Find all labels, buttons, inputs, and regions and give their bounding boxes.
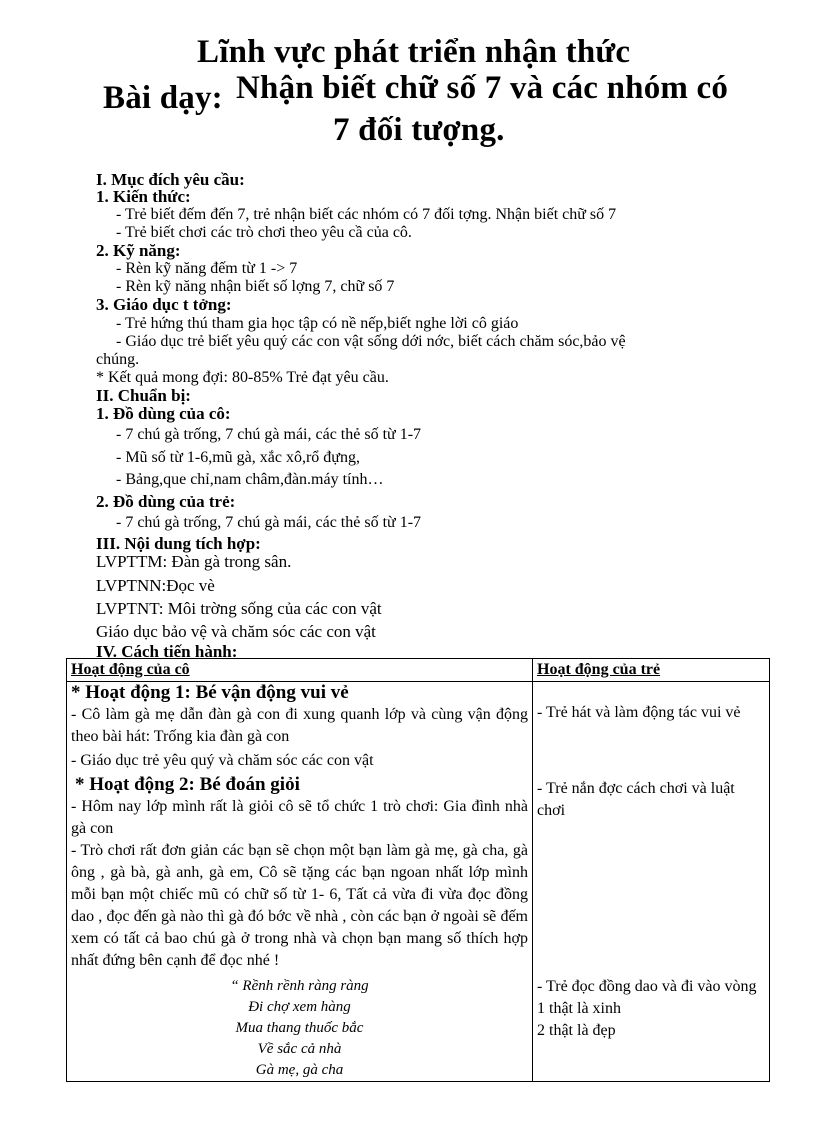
children-column-header: Hoạt động của trẻ bbox=[533, 659, 770, 682]
verse-line-1: 1 thật là xinh bbox=[537, 1000, 621, 1017]
activity1-teacher-line-2: - Giáo dục trẻ yêu quý và chăm sóc các con vật bbox=[71, 752, 374, 769]
skills-line-1: - Rèn kỹ năng đếm từ 1 -> 7 bbox=[116, 260, 298, 277]
rhyme-line-4: Về sắc cả nhà bbox=[257, 1041, 342, 1057]
activity2-child-response-1: - Trẻ nắn đợc cách chơi và luật chơi bbox=[537, 780, 735, 819]
activity1-child-response: - Trẻ hát và làm động tác vui vẻ bbox=[537, 704, 741, 721]
skills-line-2: - Rèn kỹ năng nhận biết số lợng 7, chữ số 7 bbox=[116, 278, 395, 295]
activity2-teacher-line-2: - Trò chơi rất đơn giản các bạn sẽ chọn một bạn làm gà mẹ, gà cha, gà ông , gà bà, gà anh, gà em, Cô sẽ tặng các bạn ngoan nhất lớp mình mỗi bạn một chiếc mũ có chữ số từ 1- 6, Tất cả vừa đi vừa đọc đồng dao , đọc đến gà nào thì gà đó bớc về nhà , còn các bạn ở ngoài sẽ đếm xem có tất cả bao chú gà ở trong nhà và chọn bạn mang số thích hợp nhất đứng bên cạnh để đọc nhé ! bbox=[71, 842, 528, 969]
integration-line-2: LVPTNN:Đọc vè bbox=[96, 576, 215, 595]
knowledge-line-1: - Trẻ biết đếm đến 7, trẻ nhận biết các nhóm có 7 đối tợng. Nhận biết chữ số 7 bbox=[116, 206, 617, 223]
education-title: 3. Giáo dục t tởng: bbox=[96, 295, 232, 314]
education-line-3: chúng. bbox=[96, 351, 140, 368]
teacher-materials-line-3: - Bảng,que chỉ,nam châm,đàn.máy tính… bbox=[116, 471, 384, 488]
section4-title: IV. Cách tiến hành: bbox=[96, 642, 238, 661]
section2-title: II. Chuẩn bị: bbox=[96, 386, 191, 405]
rhyme-line-2: Đi chợ xem hàng bbox=[248, 999, 351, 1015]
children-materials-title: 2. Đồ dùng của trẻ: bbox=[96, 492, 236, 511]
expected-result: * Kết quả mong đợi: 80-85% Trẻ đạt yêu cầu. bbox=[96, 369, 389, 386]
activity2-heading: * Hoạt động 2: Bé đoán giỏi bbox=[75, 774, 300, 795]
integration-line-4: Giáo dục bảo vệ và chăm sóc các con vật bbox=[96, 622, 376, 641]
nursery-rhyme bbox=[71, 976, 528, 1081]
integration-line-3: LVPTNT: Môi trờng sống của các con vật bbox=[96, 599, 382, 618]
knowledge-line-2: - Trẻ biết chơi các trò chơi theo yêu cầ của cô. bbox=[116, 224, 412, 241]
children-materials-line-1: - 7 chú gà trống, 7 chú gà mái, các thẻ số từ 1-7 bbox=[116, 514, 422, 531]
activity2-teacher-line-1: - Hôm nay lớp mình rất là giỏi cô sẽ tổ chức 1 trò chơi: Gia đình nhà gà con bbox=[71, 798, 528, 837]
lesson-label: Bài dạy: bbox=[103, 80, 223, 116]
table-row bbox=[67, 682, 770, 1082]
teacher-materials-line-1: - 7 chú gà trống, 7 chú gà mái, các thẻ số từ 1-7 bbox=[116, 426, 422, 443]
lesson-title-line1: Nhận biết chữ số 7 và các nhóm có bbox=[236, 70, 729, 106]
teacher-column-header: Hoạt động của cô bbox=[67, 659, 533, 682]
activity1-teacher-line-1: - Cô làm gà mẹ dẫn đàn gà con đi xung quanh lớp và cùng vận động theo bài hát: Trống kia đàn gà con bbox=[71, 706, 528, 745]
knowledge-title: 1. Kiến thức: bbox=[96, 187, 191, 206]
activities-table bbox=[66, 658, 770, 1082]
subject-title: Lĩnh vực phát triển nhận thức bbox=[197, 34, 631, 70]
rhyme-line-5: Gà mẹ, gà cha bbox=[255, 1062, 344, 1078]
section1-title: I. Mục đích yêu cầu: bbox=[96, 170, 245, 189]
skills-title: 2. Kỹ năng: bbox=[96, 241, 181, 260]
education-line-2: - Giáo dục trẻ biết yêu quý các con vật sống dới nớc, biết cách chăm sóc,bảo vệ bbox=[116, 333, 626, 350]
rhyme-line-3: Mua thang thuốc bắc bbox=[235, 1020, 364, 1036]
lesson-title-line2: 7 đối tượng. bbox=[333, 112, 505, 148]
education-line-1: - Trẻ hứng thú tham gia học tập có nề nếp,biết nghe lời cô giáo bbox=[116, 315, 519, 332]
teacher-materials-title: 1. Đồ dùng của cô: bbox=[96, 404, 231, 423]
teacher-materials-line-2: - Mũ số từ 1-6,mũ gà, xắc xô,rổ đựng, bbox=[116, 449, 360, 466]
table-header-row bbox=[67, 659, 770, 682]
children-activities-cell bbox=[533, 682, 770, 1082]
teacher-activities-cell bbox=[67, 682, 533, 1082]
verse-line-2: 2 thật là đẹp bbox=[537, 1022, 616, 1039]
rhyme-line-1: “ Rềnh rềnh ràng ràng bbox=[230, 978, 369, 994]
section3-title: III. Nội dung tích hợp: bbox=[96, 534, 261, 553]
activity1-heading: * Hoạt động 1: Bé vận động vui vẻ bbox=[71, 682, 349, 703]
activity2-child-response-2: - Trẻ đọc đồng dao và đi vào vòng bbox=[537, 978, 757, 995]
integration-line-1: LVPTTM: Đàn gà trong sân. bbox=[96, 552, 292, 571]
